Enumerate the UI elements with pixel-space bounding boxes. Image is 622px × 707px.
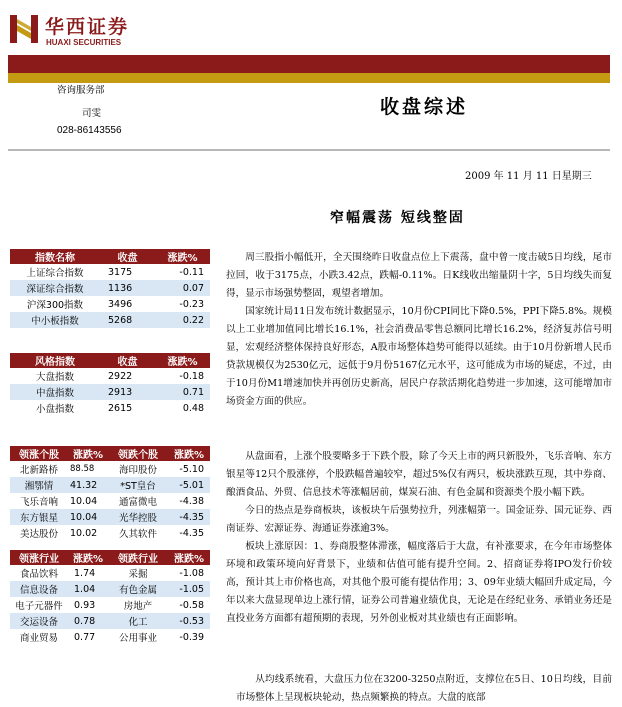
paragraph-sector-reasons: 板块上涨原因：1、券商股整体滞涨，幅度落后于大盘，有补涨要求，在今年市场整体环境和政策环境向好背景下，业绩和估值可能有提升空间。2、招商证券将IPO发行价较高，预计其上市价格也高，对其他个股可能有提估作用；3、09年业绩大幅回升成定局，今年以来大盘显现单边上涨行情，证券公司普遍业绩优良，无论是在经纪业务、承销业务还是直投业务方面都有超预期的表现，另外创业板对其业绩也有正面影响。 xyxy=(226,541,612,624)
up-industry-change: 0.77 xyxy=(68,629,108,645)
header-up-industry: 领涨行业 xyxy=(10,550,68,565)
header-close: 收盘 xyxy=(100,353,155,368)
header-up-stock: 领涨个股 xyxy=(10,446,68,461)
up-industry-name: 交运设备 xyxy=(10,613,68,629)
up-industry-change: 1.74 xyxy=(68,565,108,581)
up-stock-change: 41.32 xyxy=(68,477,108,493)
index-close: 1136 xyxy=(100,280,155,296)
header-index-name: 指数名称 xyxy=(10,249,100,264)
paragraph-market-breadth: 从盘面看，上涨个股要略多于下跌个股，除了今天上市的两只新股外，飞乐音响、东方银星等12只个股涨停，个股跌幅普遍较窄，超过5%仅有两只，板块涨跌互现，其中券商、酿酒食品、外贸、信息技术等涨幅居前，煤炭石油、有色金属和资源类个股小幅下跌。 xyxy=(226,451,612,498)
header-down-stock: 领跌个股 xyxy=(108,446,168,461)
up-stock-name: 北新路桥 xyxy=(10,461,68,477)
header-close: 收盘 xyxy=(100,249,155,264)
down-industry-change: -0.39 xyxy=(168,629,210,645)
style-name: 小盘指数 xyxy=(10,400,100,416)
up-stock-change: 88.58 xyxy=(68,461,108,477)
table-row xyxy=(10,384,210,400)
down-stock-change: -4.35 xyxy=(168,525,210,541)
down-industry-change: -1.08 xyxy=(168,565,210,581)
down-stock-change: -4.35 xyxy=(168,509,210,525)
up-industry-name: 信息设备 xyxy=(10,581,68,597)
style-change: 0.71 xyxy=(155,384,210,400)
style-name: 中盘指数 xyxy=(10,384,100,400)
leading-industries-table xyxy=(10,550,210,645)
index-name: 沪深300指数 xyxy=(10,296,100,312)
table-row xyxy=(10,461,210,477)
down-industry-change: -1.05 xyxy=(168,581,210,597)
index-change: -0.11 xyxy=(155,264,210,280)
index-name: 上证综合指数 xyxy=(10,264,100,280)
down-stock-change: -5.10 xyxy=(168,461,210,477)
up-industry-change: 0.93 xyxy=(68,597,108,613)
down-industry-name: 化工 xyxy=(108,613,168,629)
header-change: 涨跌% xyxy=(155,249,210,264)
up-stock-name: 湘鄂情 xyxy=(10,477,68,493)
industries-table-header xyxy=(10,550,210,565)
up-industry-name: 电子元器件 xyxy=(10,597,68,613)
down-stock-change: -5.01 xyxy=(168,477,210,493)
table-row xyxy=(10,509,210,525)
header-down-change: 涨跌% xyxy=(168,550,210,565)
header-down-industry: 领跌行业 xyxy=(108,550,168,565)
contact-department: 咨询服务部 xyxy=(57,85,105,96)
logo-english-name: HUAXI SECURITIES xyxy=(46,38,122,47)
header-change: 涨跌% xyxy=(155,353,210,368)
down-industry-name: 有色金属 xyxy=(108,581,168,597)
up-stock-change: 10.04 xyxy=(68,493,108,509)
table-row xyxy=(10,477,210,493)
up-stock-change: 10.02 xyxy=(68,525,108,541)
table-row xyxy=(10,581,210,597)
style-close: 2615 xyxy=(100,400,155,416)
down-industry-name: 采掘 xyxy=(108,565,168,581)
index-name: 深证综合指数 xyxy=(10,280,100,296)
header-up-change: 涨跌% xyxy=(68,550,108,565)
index-close: 3496 xyxy=(100,296,155,312)
table-row xyxy=(10,264,210,280)
down-stock-name: 光华控股 xyxy=(108,509,168,525)
up-stock-name: 美达股份 xyxy=(10,525,68,541)
paragraph-hot-sector: 今日的热点是券商板块，该板块午后强势拉升，列涨幅第一。国金证券、国元证券、西南证券、宏源证券、海通证券涨逾3%。 xyxy=(226,505,612,534)
index-change: 0.22 xyxy=(155,312,210,328)
style-close: 2913 xyxy=(100,384,155,400)
huaxi-logo-icon xyxy=(8,13,40,45)
index-table xyxy=(10,249,210,328)
down-industry-change: -0.53 xyxy=(168,613,210,629)
stocks-table-header xyxy=(10,446,210,461)
up-industry-name: 商业贸易 xyxy=(10,629,68,645)
index-name: 中小板指数 xyxy=(10,312,100,328)
style-index-table xyxy=(10,353,210,416)
contact-phone: 028-86143556 xyxy=(57,125,122,136)
header-down-change: 涨跌% xyxy=(168,446,210,461)
header-divider xyxy=(8,149,610,151)
main-headline: 窄幅震荡 短线整固 xyxy=(330,210,465,226)
report-title: 收盘综述 xyxy=(380,96,469,118)
index-change: -0.23 xyxy=(155,296,210,312)
style-change: -0.18 xyxy=(155,368,210,384)
up-industry-name: 食品饮料 xyxy=(10,565,68,581)
index-table-header xyxy=(10,249,210,264)
down-stock-name: 久其软件 xyxy=(108,525,168,541)
leading-stocks-table xyxy=(10,446,210,541)
table-row xyxy=(10,597,210,613)
table-row xyxy=(10,493,210,509)
index-change: 0.07 xyxy=(155,280,210,296)
paragraph-market-summary: 周三股指小幅低开，全天围绕昨日收盘点位上下震荡，盘中曾一度击破5日均线，尾市拉回，收于3175点，小跌3.42点，跌幅-0.11%。日K线收出缩量阴十字，5日均线失而复得，显示市场强势整固，观望者增加。 xyxy=(226,252,612,299)
table-row xyxy=(10,525,210,541)
header-up-change: 涨跌% xyxy=(68,446,108,461)
paragraph-macro-data: 国家统计局11日发布统计数据显示，10月份CPI同比下降0.5%，PPI下降5.8%。规模以上工业增加值同比增长16.1%，社会消费品零售总额同比增长16.2%，经济复苏信号明显，宏观经济整体保持良好形态，A股市场整体趋势可能得以延续。由于10月份新增人民币贷款规模仅为2530亿元，远低于9月份5167亿元水平，这可能成为市场的疑虑，不过，由于10月份M1增速加快并再创历史新高，居民户存款活期化趋势进一步加速，这可能增加市场资金方面的供应。 xyxy=(226,306,612,407)
logo-chinese-name: 华西证券 xyxy=(45,16,130,38)
header-style-name: 风格指数 xyxy=(10,353,100,368)
down-industry-name: 房地产 xyxy=(108,597,168,613)
index-close: 3175 xyxy=(100,264,155,280)
table-row xyxy=(10,400,210,416)
style-table-header xyxy=(10,353,210,368)
table-row xyxy=(10,280,210,296)
paragraph-moving-average: 从均线系统看，大盘压力位在3200-3250点附近，支撑位在5日、10日均线，目前市场整体上呈现板块轮动，热点频繁换的特点。大盘的底部 xyxy=(236,674,612,703)
contact-analyst-name: 司雯 xyxy=(82,108,102,119)
style-change: 0.48 xyxy=(155,400,210,416)
report-date: 2009 年 11 月 11 日星期三 xyxy=(465,171,592,182)
down-stock-name: 海印股份 xyxy=(108,461,168,477)
table-row xyxy=(10,296,210,312)
up-stock-change: 10.04 xyxy=(68,509,108,525)
table-row xyxy=(10,368,210,384)
table-row xyxy=(10,312,210,328)
table-row xyxy=(10,629,210,645)
down-industry-name: 公用事业 xyxy=(108,629,168,645)
table-row xyxy=(10,565,210,581)
down-industry-change: -0.58 xyxy=(168,597,210,613)
table-row xyxy=(10,613,210,629)
style-name: 大盘指数 xyxy=(10,368,100,384)
up-industry-change: 1.04 xyxy=(68,581,108,597)
up-stock-name: 飞乐音响 xyxy=(10,493,68,509)
down-stock-change: -4.38 xyxy=(168,493,210,509)
up-industry-change: 0.78 xyxy=(68,613,108,629)
up-stock-name: 东方银星 xyxy=(10,509,68,525)
down-stock-name: *ST皇台 xyxy=(108,477,168,493)
style-close: 2922 xyxy=(100,368,155,384)
header-band-red xyxy=(8,55,610,73)
index-close: 5268 xyxy=(100,312,155,328)
down-stock-name: 通富微电 xyxy=(108,493,168,509)
